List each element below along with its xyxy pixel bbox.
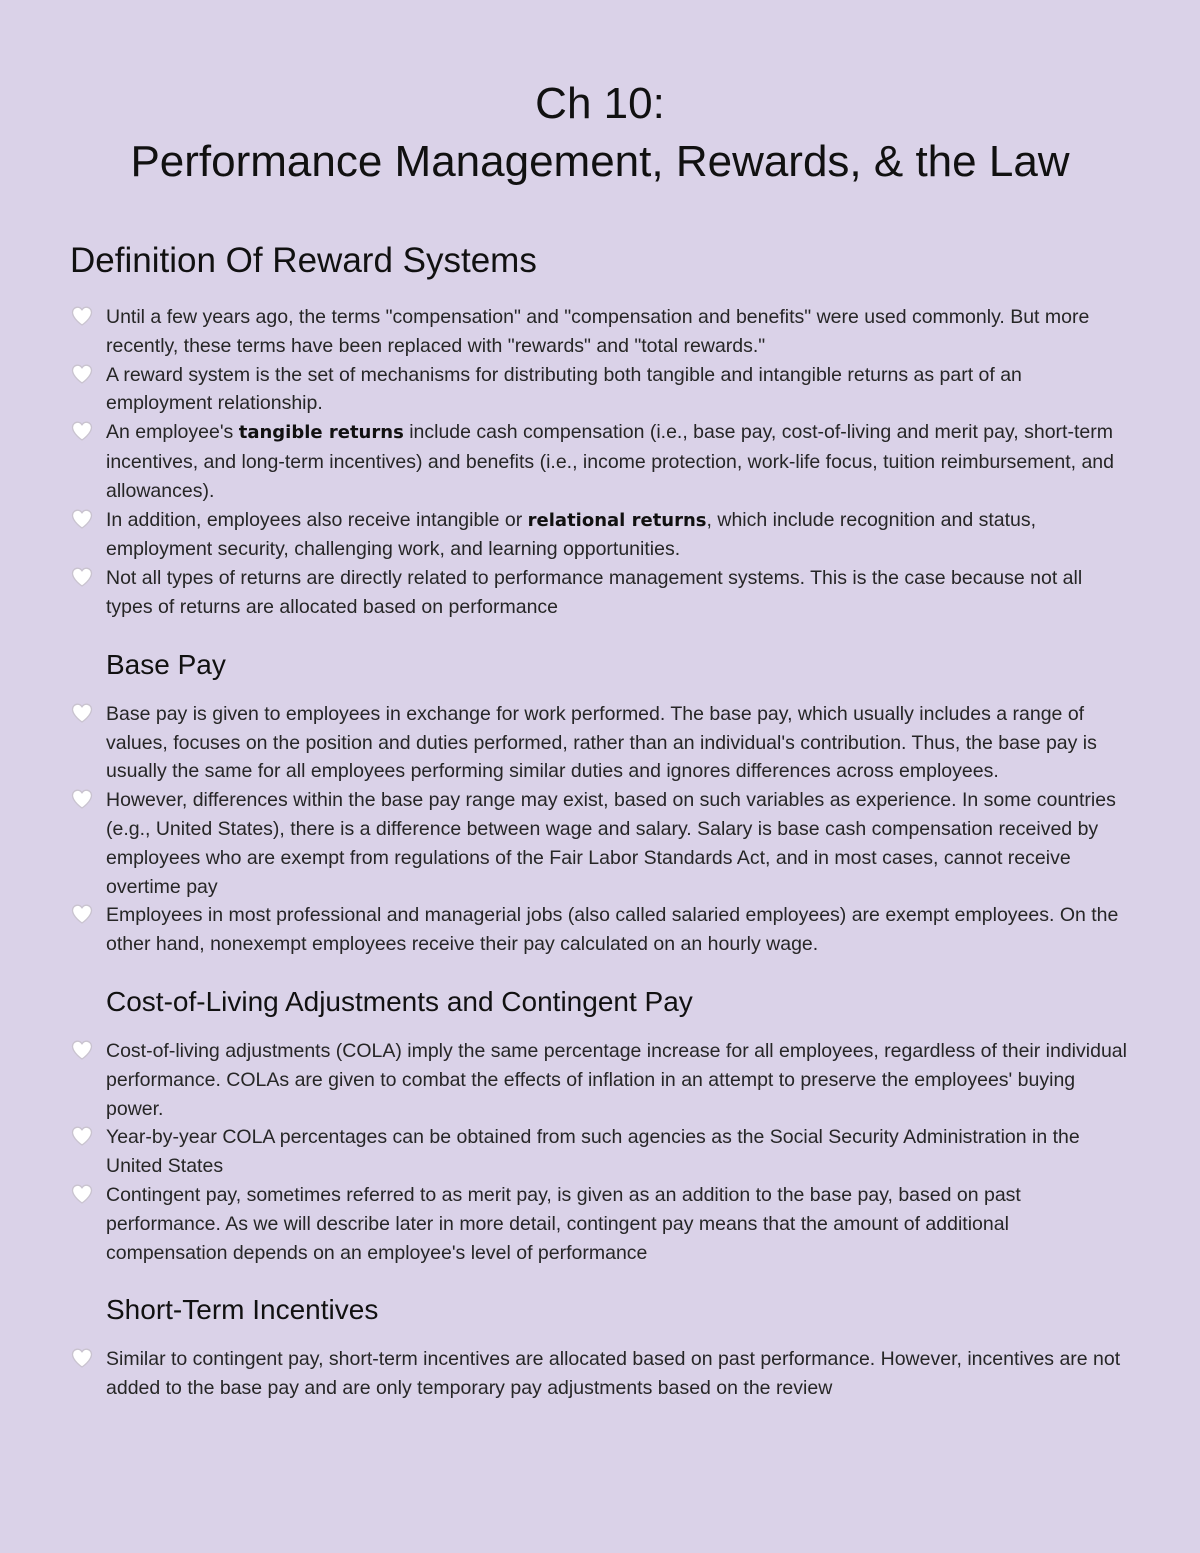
item-text: Base pay is given to employees in exchange for work performed. The base pay, which usually includes a range of values, focuses on the position and duties performed, rather than an individual's contribution. Thus, the base pay is usually the same for all employees performing similar duties and ignores differences across employees. <box>106 702 1097 783</box>
heart-icon <box>70 1038 96 1064</box>
item-text: Similar to contingent pay, short-term incentives are allocated based on past performance. However, incentives are not added to the base pay and are only temporary pay adjustments based on the review <box>106 1348 1121 1400</box>
item-text: However, differences within the base pay range may exist, based on such variables as experience. In some countries (e.g., United States), there is a difference between wage and salary. Salary is base cash compensation received by employees who are exempt from regulations of the Fair Labor Standards Act, and in most cases, cannot receive overtime pay <box>106 789 1116 898</box>
bullet-list <box>70 700 1130 959</box>
list-item <box>70 901 1130 959</box>
item-text: Year-by-year COLA percentages can be obtained from such agencies as the Social Security Administration in the United States <box>106 1126 1080 1178</box>
list-item <box>70 700 1130 786</box>
bold-term: relational returns <box>527 509 707 531</box>
heart-icon <box>70 507 96 533</box>
heart-icon <box>70 1182 96 1208</box>
heart-icon <box>70 902 96 928</box>
title-line-2: Performance Management, Rewards, & the Law <box>130 137 1070 186</box>
page-title <box>70 0 1130 191</box>
bullet-list <box>70 1037 1130 1267</box>
item-text: A reward system is the set of mechanisms for distributing both tangible and intangible returns as part of an employment relationship. <box>106 363 1022 415</box>
item-text: Contingent pay, sometimes referred to as merit pay, is given as an addition to the base pay, based on past performance. As we will describe later in more detail, contingent pay means that the amount of additional compensation depends on an employee's level of performance <box>106 1183 1021 1264</box>
list-item <box>70 1037 1130 1123</box>
item-text: Cost-of-living adjustments (COLA) imply the same percentage increase for all employees, regardless of their individual performance. COLAs are given to combat the effects of inflation in an attempt to preserve the employees' buying power. <box>106 1039 1127 1120</box>
list-item <box>70 361 1130 419</box>
heart-icon <box>70 787 96 813</box>
list-item <box>70 564 1130 622</box>
list-item <box>70 1181 1130 1267</box>
heart-icon <box>70 701 96 727</box>
item-text: , which include recognition and status, employment security, challenging work, and learning opportunities. <box>106 508 1037 561</box>
bold-term: tangible returns <box>238 422 404 444</box>
heart-icon <box>70 304 96 330</box>
item-text: Not all types of returns are directly related to performance management systems. This is the case because not all types of returns are allocated based on performance <box>106 567 1083 618</box>
item-text: An employee's <box>106 421 239 444</box>
list-item <box>70 1345 1130 1403</box>
bullet-list <box>70 1345 1130 1403</box>
heart-icon <box>70 419 96 445</box>
heart-icon <box>70 565 96 591</box>
heart-icon <box>70 362 96 388</box>
section-heading: Cost-of-Living Adjustments and Contingent Pay <box>106 985 693 1017</box>
section-base-pay <box>70 648 1130 959</box>
item-text: include cash compensation (i.e., base pay, cost-of-living and merit pay, short-term incentives, and long-term incentives) and benefits (i.e., income protection, work-life focus, tuition reimbursement, and allowances). <box>106 421 1114 502</box>
item-text: Until a few years ago, the terms "compensation" and "compensation and benefits" were used commonly. But more recently, these terms have been replaced with "rewards" and "total rewards." <box>106 306 1090 357</box>
list-item <box>70 1123 1130 1181</box>
section-heading: Definition Of Reward Systems <box>70 241 537 280</box>
list-item <box>70 303 1130 361</box>
section-heading: Short-Term Incentives <box>106 1294 379 1326</box>
section-short-term-incentives <box>70 1293 1130 1403</box>
title-line-1: Ch 10: <box>535 79 665 128</box>
list-item <box>70 418 1130 505</box>
item-text: In addition, employees also receive intangible or <box>106 508 528 531</box>
section-definition-of-reward-systems <box>70 241 1130 622</box>
bullet-list <box>70 303 1130 622</box>
list-item <box>70 506 1130 565</box>
section-cola-and-contingent-pay <box>70 985 1130 1267</box>
heart-icon <box>70 1346 96 1372</box>
section-heading: Base Pay <box>106 648 226 680</box>
heart-icon <box>70 1124 96 1150</box>
list-item <box>70 786 1130 901</box>
item-text: Employees in most professional and managerial jobs (also called salaried employees) are exempt employees. On the other hand, nonexempt employees receive their pay calculated on an hourly wage. <box>106 904 1119 956</box>
